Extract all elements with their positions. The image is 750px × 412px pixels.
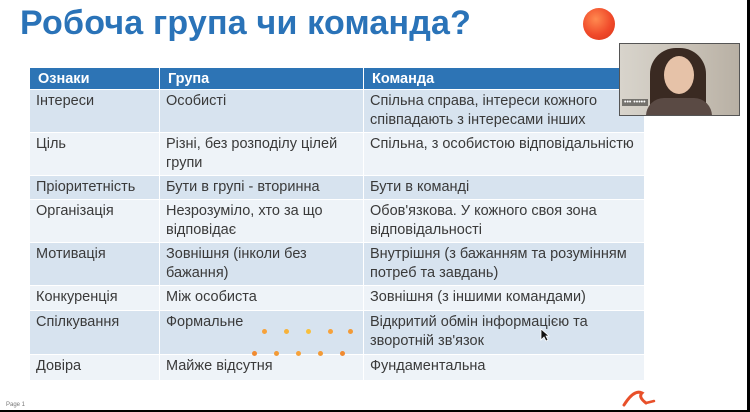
cell-feature: Спілкування <box>30 311 160 355</box>
table-row <box>30 90 645 133</box>
cell-feature: Конкуренція <box>30 286 160 311</box>
cell-group: Незрозуміло, хто за що відповідає <box>160 200 364 243</box>
mouse-cursor-icon <box>540 328 550 342</box>
cell-group: Формальне <box>160 311 364 355</box>
cell-group: Особисті <box>160 90 364 133</box>
header-features: Ознаки <box>30 68 160 90</box>
table-row <box>30 200 645 243</box>
header-team: Команда <box>364 68 645 90</box>
cell-group: Між особиста <box>160 286 364 311</box>
cell-team: Спільна, з особистою відповідальністю <box>364 133 645 176</box>
cell-feature: Довіра <box>30 355 160 381</box>
cell-feature: Організація <box>30 200 160 243</box>
cell-team: Внутрішня (з бажанням та розумінням потреб та завдань) <box>364 243 645 286</box>
cell-team: Фундаментальна <box>364 355 645 381</box>
table-row <box>30 286 645 311</box>
cell-group: Зовнішня (інколи без бажання) <box>160 243 364 286</box>
cell-team: Бути в команді <box>364 176 645 200</box>
cell-feature: Інтереси <box>30 90 160 133</box>
cell-team: Зовнішня (з іншими командами) <box>364 286 645 311</box>
table-row <box>30 133 645 176</box>
header-group: Група <box>160 68 364 90</box>
participant-clothing <box>646 98 712 116</box>
animated-dots-decoration <box>250 327 360 361</box>
cell-group: Різні, без розподілу цілей групи <box>160 133 364 176</box>
table-header-row <box>30 68 645 90</box>
cell-feature: Ціль <box>30 133 160 176</box>
cell-group: Бути в групі - вторинна <box>160 176 364 200</box>
participant-face <box>664 56 694 94</box>
brand-logo-icon <box>620 387 656 407</box>
page-label: Page 1 <box>6 402 26 408</box>
cell-group: Майже відсутня <box>160 355 364 381</box>
participant-name-label: ••• ••••• <box>624 99 646 106</box>
slide-title: Робоча група чи команда? <box>20 4 472 42</box>
cell-feature: Пріоритетність <box>30 176 160 200</box>
cell-team: Обов'язкова. У кожного своя зона відповідальності <box>364 200 645 243</box>
cell-feature: Мотивація <box>30 243 160 286</box>
cell-team: Спільна справа, інтереси кожного співпадають з інтересами інших <box>364 90 645 133</box>
participant-video-tile[interactable] <box>619 43 740 116</box>
table-row <box>30 243 645 286</box>
table-row <box>30 176 645 200</box>
accent-circle <box>583 8 615 40</box>
cell-team: Відкритий обмін інформацією та зворотній зв'язок <box>364 311 645 355</box>
